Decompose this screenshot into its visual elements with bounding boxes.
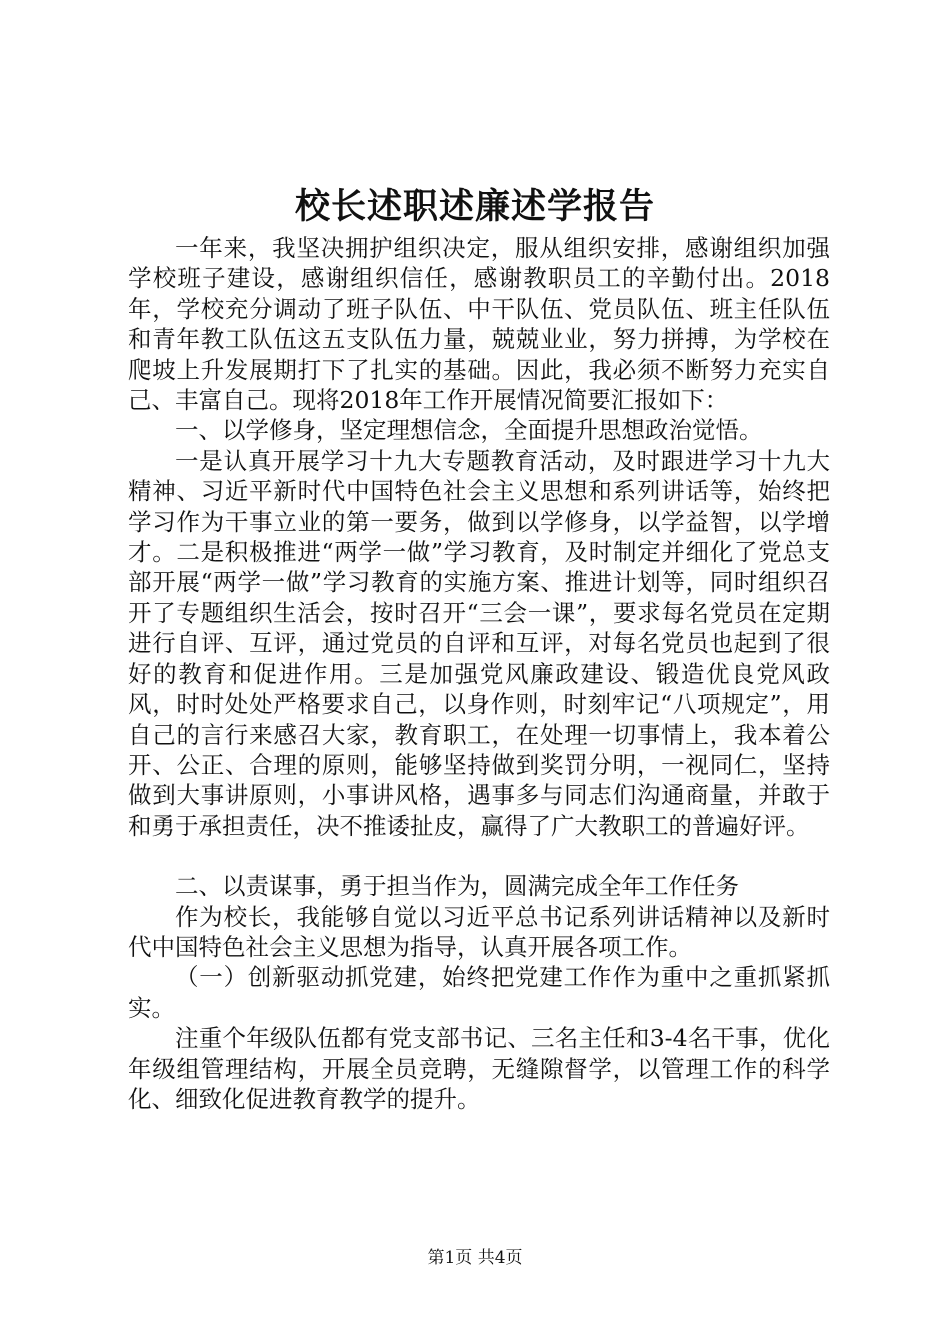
document-title: 校长述职述廉述学报告: [294, 186, 655, 227]
section-heading-2: 二、以责谋事，勇于担当作为，圆满完成全年工作任务: [175, 872, 739, 901]
paragraph-intro: 一年来，我坚决拥护组织决定，服从组织安排，感谢组织加强学校班子建设，感谢组织信任，感谢教职员工的辛勤付出。2018年，学校充分调动了班子队伍、中干队伍、党员队伍、班主任队伍和青年教工队伍这五支队伍力量，兢兢业业，努力拼搏，为学校在爬坡上升发展期打下了扎实的基础。因此，我必须不断努力充实自己、丰富自己。现将2018年工作开展情况简要汇报如下：: [128, 234, 830, 415]
subsection-heading-1: （一）创新驱动抓党建，始终把党建工作作为重中之重抓紧抓实。: [128, 963, 830, 1022]
page-indicator: 第1页 共4页: [427, 1248, 523, 1268]
paragraph-principal-role: 作为校长，我能够自觉以习近平总书记系列讲话精神以及新时代中国特色社会主义思想为指导，认真开展各项工作。: [128, 902, 830, 961]
section-heading-1: 一、以学修身，坚定理想信念，全面提升思想政治觉悟。: [175, 416, 763, 445]
document-body: [128, 233, 830, 1114]
paragraph-grade-teams: 注重个年级队伍都有党支部书记、三名主任和3-4名干事，优化年级组管理结构，开展全员竞聘，无缝隙督学，以管理工作的科学化、细致化促进教育教学的提升。: [128, 1024, 830, 1113]
paragraph-study: 一是认真开展学习十九大专题教育活动，及时跟进学习十九大精神、习近平新时代中国特色社会主义思想和系列讲话等，始终把学习作为干事立业的第一要务，做到以学修身，以学益智，以学增才。二是积极推进“两学一做”学习教育，及时制定并细化了党总支部开展“两学一做”学习教育的实施方案、推进计划等，同时组织召开了专题组织生活会，按时召开“三会一课”，要求每名党员在定期进行自评、互评，通过党员的自评和互评，对每名党员也起到了很好的教育和促进作用。三是加强党风廉政建设、锻造优良党风政风，时时处处严格要求自己，以身作则，时刻牢记“八项规定”，用自己的言行来感召大家，教育职工，在处理一切事情上，我本着公开、公正、合理的原则，能够坚持做到奖罚分明，一视同仁，坚持做到大事讲原则，小事讲风格，遇事多与同志们沟通商量，并敢于和勇于承担责任，决不推诿扯皮，赢得了广大教职工的普遍好评。: [128, 446, 830, 840]
